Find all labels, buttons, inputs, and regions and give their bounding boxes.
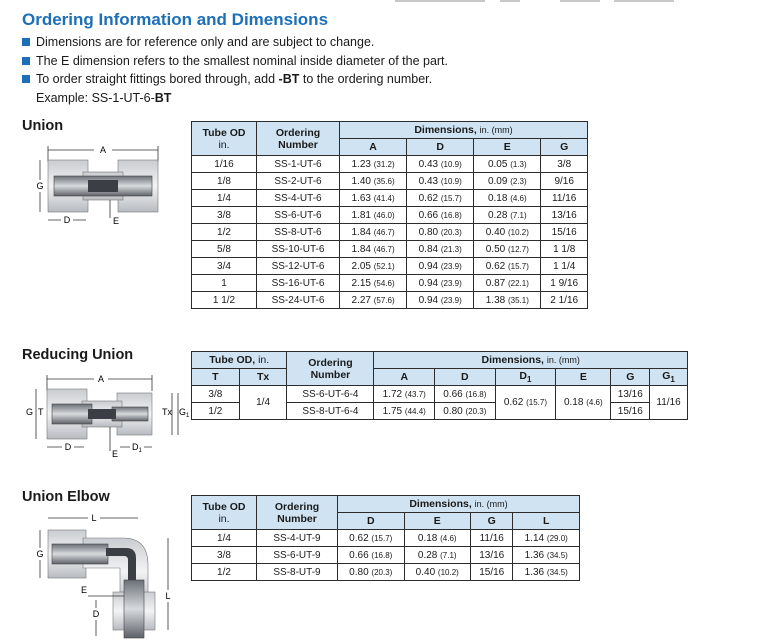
- table-cell: 1.40 (35.6): [340, 173, 407, 190]
- table-cell: 1/16: [192, 156, 257, 173]
- union-elbow-table: [191, 495, 580, 581]
- table-cell: 3/8: [192, 547, 257, 564]
- table-cell: 0.80 (20.3): [338, 564, 405, 581]
- note-item: Dimensions are for reference only and are subject to change.: [22, 33, 448, 52]
- table-cell: 0.80 (20.3): [407, 224, 474, 241]
- col-g: G: [541, 139, 588, 156]
- table-row: [192, 190, 588, 207]
- dim-label-l2: L: [165, 591, 171, 601]
- dim-label-d: D: [63, 215, 71, 225]
- table-cell: 1.81 (46.0): [340, 207, 407, 224]
- dim-label-d: D: [64, 442, 72, 452]
- table-cell: 0.40 (10.2): [474, 224, 541, 241]
- dim-label-tx: Tx: [162, 407, 172, 417]
- dim-label-a: A: [97, 374, 105, 384]
- table-row: [192, 224, 588, 241]
- page-title: Ordering Information and Dimensions: [22, 10, 329, 29]
- union-section-title: Union: [22, 118, 64, 134]
- col-tube-od: Tube OD in.: [192, 122, 257, 156]
- table-cell: 0.66 (16.8): [407, 207, 474, 224]
- dim-label-g: G: [36, 549, 44, 559]
- table-cell: 13/16: [471, 547, 513, 564]
- table-row: 3/8 1/4 SS-6-UT-6-4 1.72 (43.7) 0.66 (16.8) 0.62 (15.7) 0.18 (4.6) 13/16 11/16: [192, 386, 688, 403]
- table-cell: SS-1-UT-6: [257, 156, 340, 173]
- table-row: [192, 207, 588, 224]
- table-cell: 11/16: [471, 530, 513, 547]
- table-row: [192, 547, 580, 564]
- col-g1: $G_1$: [650, 369, 688, 386]
- col-ordering-number: Ordering Number: [287, 352, 374, 386]
- table-cell: 0.94 (23.9): [407, 258, 474, 275]
- col-dimensions: Dimensions, in. (mm): [338, 496, 580, 513]
- table-cell: 2.05 (52.1): [340, 258, 407, 275]
- table-cell: 1.63 (41.4): [340, 190, 407, 207]
- col-e: E: [556, 369, 611, 386]
- dim-label-g: G: [26, 407, 34, 417]
- bullet-square-icon: [22, 57, 30, 65]
- table-cell: 1/8: [192, 173, 257, 190]
- notes-list: [22, 33, 448, 107]
- table-cell: 13/16: [541, 207, 588, 224]
- table-cell: 0.66 (16.8): [338, 547, 405, 564]
- col-g: G: [471, 513, 513, 530]
- table-cell: 15/16: [541, 224, 588, 241]
- col-d: D: [338, 513, 405, 530]
- table-cell: 1.38 (35.1): [474, 292, 541, 309]
- dim-label-e: E: [80, 585, 88, 595]
- table-cell: 0.09 (2.3): [474, 173, 541, 190]
- col-d: D: [407, 139, 474, 156]
- union-diagram: [28, 142, 178, 230]
- table-cell: 2.15 (54.6): [340, 275, 407, 292]
- dim-label-g: G: [36, 181, 44, 191]
- dim-label-g1: $G_1$: [179, 407, 190, 419]
- union-elbow-section-title: Union Elbow: [22, 489, 110, 505]
- reducing-union-table: [191, 351, 688, 420]
- table-cell: 0.40 (10.2): [404, 564, 471, 581]
- dim-label-d1: $D_1$: [132, 442, 142, 454]
- dim-label-e: E: [112, 216, 120, 226]
- note-item: To order straight fittings bored through, add -BT to the ordering number.: [22, 70, 448, 89]
- table-cell: 1: [192, 275, 257, 292]
- table-cell: SS-6-UT-6: [257, 207, 340, 224]
- note-item: The E dimension refers to the smallest nominal inside diameter of the part.: [22, 52, 448, 71]
- table-cell: 5/8: [192, 241, 257, 258]
- table-cell: 0.84 (21.3): [407, 241, 474, 258]
- table-row: [192, 530, 580, 547]
- col-e: E: [404, 513, 471, 530]
- col-a: A: [374, 369, 435, 386]
- table-cell: SS-6-UT-9: [257, 547, 338, 564]
- table-cell: 1.84 (46.7): [340, 241, 407, 258]
- dim-label-d: D: [92, 609, 100, 619]
- table-cell: SS-24-UT-6: [257, 292, 340, 309]
- col-dimensions: Dimensions, in. (mm): [374, 352, 688, 369]
- table-cell: SS-12-UT-6: [257, 258, 340, 275]
- table-row: [192, 173, 588, 190]
- col-a: A: [340, 139, 407, 156]
- dim-label-e: E: [111, 449, 119, 459]
- reducing-union-section-title: Reducing Union: [22, 347, 134, 363]
- table-cell: SS-4-UT-9: [257, 530, 338, 547]
- table-cell: 1 1/4: [541, 258, 588, 275]
- table-cell: 0.43 (10.9): [407, 173, 474, 190]
- union-elbow-diagram: [28, 510, 188, 640]
- table-cell: 1/4: [192, 530, 257, 547]
- col-ordering-number: Ordering Number: [257, 496, 338, 530]
- table-row: [192, 564, 580, 581]
- dim-label-a: A: [99, 145, 107, 155]
- table-cell: SS-2-UT-6: [257, 173, 340, 190]
- table-row: [192, 156, 588, 173]
- table-cell: 1 9/16: [541, 275, 588, 292]
- table-cell: 0.18 (4.6): [404, 530, 471, 547]
- table-cell: 0.50 (12.7): [474, 241, 541, 258]
- table-row: [192, 258, 588, 275]
- table-cell: 1.14 (29.0): [513, 530, 580, 547]
- bullet-square-icon: [22, 75, 30, 83]
- table-cell: 1.84 (46.7): [340, 224, 407, 241]
- table-cell: 0.28 (7.1): [474, 207, 541, 224]
- table-cell: 0.18 (4.6): [474, 190, 541, 207]
- table-cell: 9/16: [541, 173, 588, 190]
- table-cell: 1 1/8: [541, 241, 588, 258]
- col-l: L: [513, 513, 580, 530]
- union-table-body: [192, 156, 588, 309]
- table-cell: 11/16: [541, 190, 588, 207]
- col-d1: $D_1$: [495, 369, 556, 386]
- col-tube-od: Tube OD, in.: [192, 352, 287, 369]
- table-cell: 0.62 (15.7): [474, 258, 541, 275]
- col-e: E: [474, 139, 541, 156]
- table-cell: 0.43 (10.9): [407, 156, 474, 173]
- table-cell: 2 1/16: [541, 292, 588, 309]
- table-row: [192, 241, 588, 258]
- table-cell: SS-8-UT-6: [257, 224, 340, 241]
- bullet-square-icon: [22, 38, 30, 46]
- table-cell: SS-4-UT-6: [257, 190, 340, 207]
- table-row: [192, 275, 588, 292]
- dim-label-l: L: [91, 513, 97, 523]
- col-tube-od: Tube OD in.: [192, 496, 257, 530]
- reducing-union-diagram: [22, 371, 192, 459]
- table-cell: 0.05 (1.3): [474, 156, 541, 173]
- col-d: D: [435, 369, 496, 386]
- top-rule: [0, 0, 771, 6]
- table-cell: 3/4: [192, 258, 257, 275]
- table-cell: SS-10-UT-6: [257, 241, 340, 258]
- table-cell: 2.27 (57.6): [340, 292, 407, 309]
- table-cell: SS-16-UT-6: [257, 275, 340, 292]
- table-row: [192, 292, 588, 309]
- table-cell: 1/2: [192, 224, 257, 241]
- col-ordering-number: Ordering Number: [257, 122, 340, 156]
- table-cell: 1.36 (34.5): [513, 564, 580, 581]
- table-cell: 15/16: [471, 564, 513, 581]
- table-cell: 1.36 (34.5): [513, 547, 580, 564]
- table-cell: 1/2: [192, 564, 257, 581]
- col-t: T: [192, 369, 240, 386]
- col-g: G: [611, 369, 650, 386]
- table-cell: 3/8: [541, 156, 588, 173]
- table-cell: SS-8-UT-9: [257, 564, 338, 581]
- union-table: [191, 121, 588, 309]
- table-cell: 1.23 (31.2): [340, 156, 407, 173]
- table-cell: 0.94 (23.9): [407, 275, 474, 292]
- table-cell: 0.87 (22.1): [474, 275, 541, 292]
- example-text: Example: SS-1-UT-6-BT: [36, 90, 172, 105]
- table-cell: 0.94 (23.9): [407, 292, 474, 309]
- col-dimensions: Dimensions, in. (mm): [340, 122, 588, 139]
- table-cell: 1/4: [192, 190, 257, 207]
- union-elbow-table-body: [192, 530, 580, 581]
- table-row: 1/2 SS-8-UT-6-4 1.75 (44.4) 0.80 (20.3) 15/16: [192, 403, 688, 420]
- table-cell: 0.28 (7.1): [404, 547, 471, 564]
- table-cell: 1 1/2: [192, 292, 257, 309]
- col-tx: Tx: [239, 369, 287, 386]
- dim-label-t: T: [38, 407, 44, 417]
- table-cell: 0.62 (15.7): [407, 190, 474, 207]
- table-cell: 0.62 (15.7): [338, 530, 405, 547]
- table-cell: 3/8: [192, 207, 257, 224]
